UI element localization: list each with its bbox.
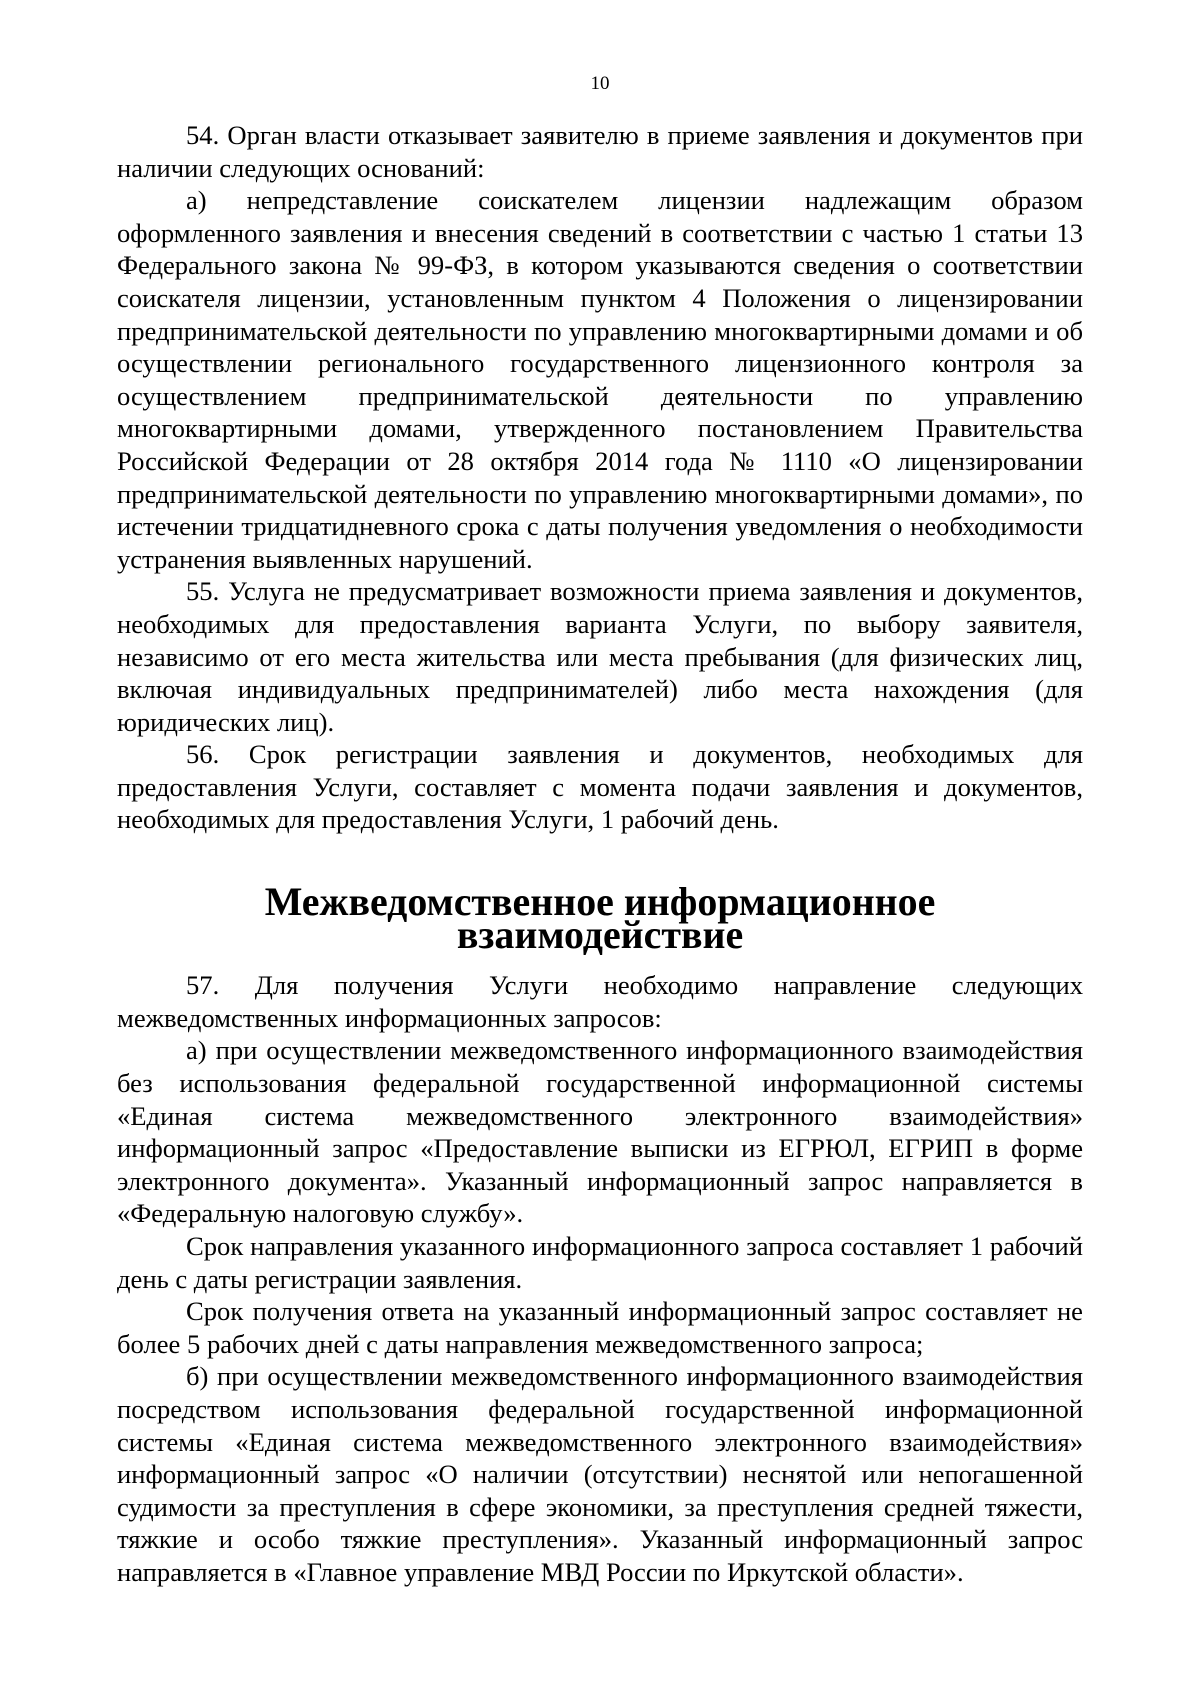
- document-body: [117, 119, 1083, 1589]
- paragraph-54-a: а) непредставление соискателем лицензии надлежащим образом оформленного заявления и внесения сведений в соответствии с частью 1 статьи 13 Федерального закона № 99-ФЗ, в котором указываются сведения о соответствии соискателя лицензии, установленным пунктом 4 Положения о лицензировании предпринимательской деятельности по управлению многоквартирными домами и об осуществлении регионального государственного лицензионного контроля за осуществлением предпринимательской деятельности по управлению многоквартирными домами, утвержденного постановлением Правительства Российской Федерации от 28 октября 2014 года № 1110 «О лицензировании предпринимательской деятельности по управлению многоквартирными домами», по истечении тридцатидневного срока с даты получения уведомления о необходимости устранения выявленных нарушений.: [117, 185, 1083, 574]
- section-heading: Межведомственное информационное взаимодействие: [264, 879, 936, 957]
- page-number: 10: [590, 73, 610, 94]
- paragraph-57: 57. Для получения Услуги необходимо направление следующих межведомственных информационных запросов:: [117, 970, 1083, 1033]
- paragraph-54: 54. Орган власти отказывает заявителю в приеме заявления и документов при наличии следующих оснований:: [117, 120, 1083, 183]
- paragraph-57-a-term-sending: Срок направления указанного информационного запроса составляет 1 рабочий день с даты регистрации заявления.: [117, 1231, 1083, 1294]
- paragraph-57-a-term-response: Срок получения ответа на указанный информационный запрос составляет не более 5 рабочих дней с даты направления межведомственного запроса;: [117, 1296, 1083, 1359]
- paragraph-57-a: а) при осуществлении межведомственного информационного взаимодействия без использования федеральной государственной информационной системы «Единая система межведомственного электронного взаимодействия» информационный запрос «Предоставление выписки из ЕГРЮЛ, ЕГРИП в форме электронного документа». Указанный информационный запрос направляется в «Федеральную налоговую службу».: [117, 1035, 1083, 1229]
- paragraph-55: 55. Услуга не предусматривает возможности приема заявления и документов, необходимых для предоставления варианта Услуги, по выбору заявителя, независимо от его места жительства или места пребывания (для физических лиц, включая индивидуальных предпринимателей) либо места нахождения (для юридических лиц).: [117, 576, 1083, 737]
- paragraph-57-b: б) при осуществлении межведомственного информационного взаимодействия посредством использования федеральной государственной информационной системы «Единая система межведомственного электронного взаимодействия» информационный запрос «О наличии (отсутствии) неснятой или непогашенной судимости за преступления в сфере экономики, за преступления средней тяжести, тяжкие и особо тяжкие преступления». Указанный информационный запрос направляется в «Главное управление МВД России по Иркутской области».: [117, 1361, 1083, 1587]
- paragraph-56: 56. Срок регистрации заявления и документов, необходимых для предоставления Услуги, составляет с момента подачи заявления и документов, необходимых для предоставления Услуги, 1 рабочий день.: [117, 739, 1083, 835]
